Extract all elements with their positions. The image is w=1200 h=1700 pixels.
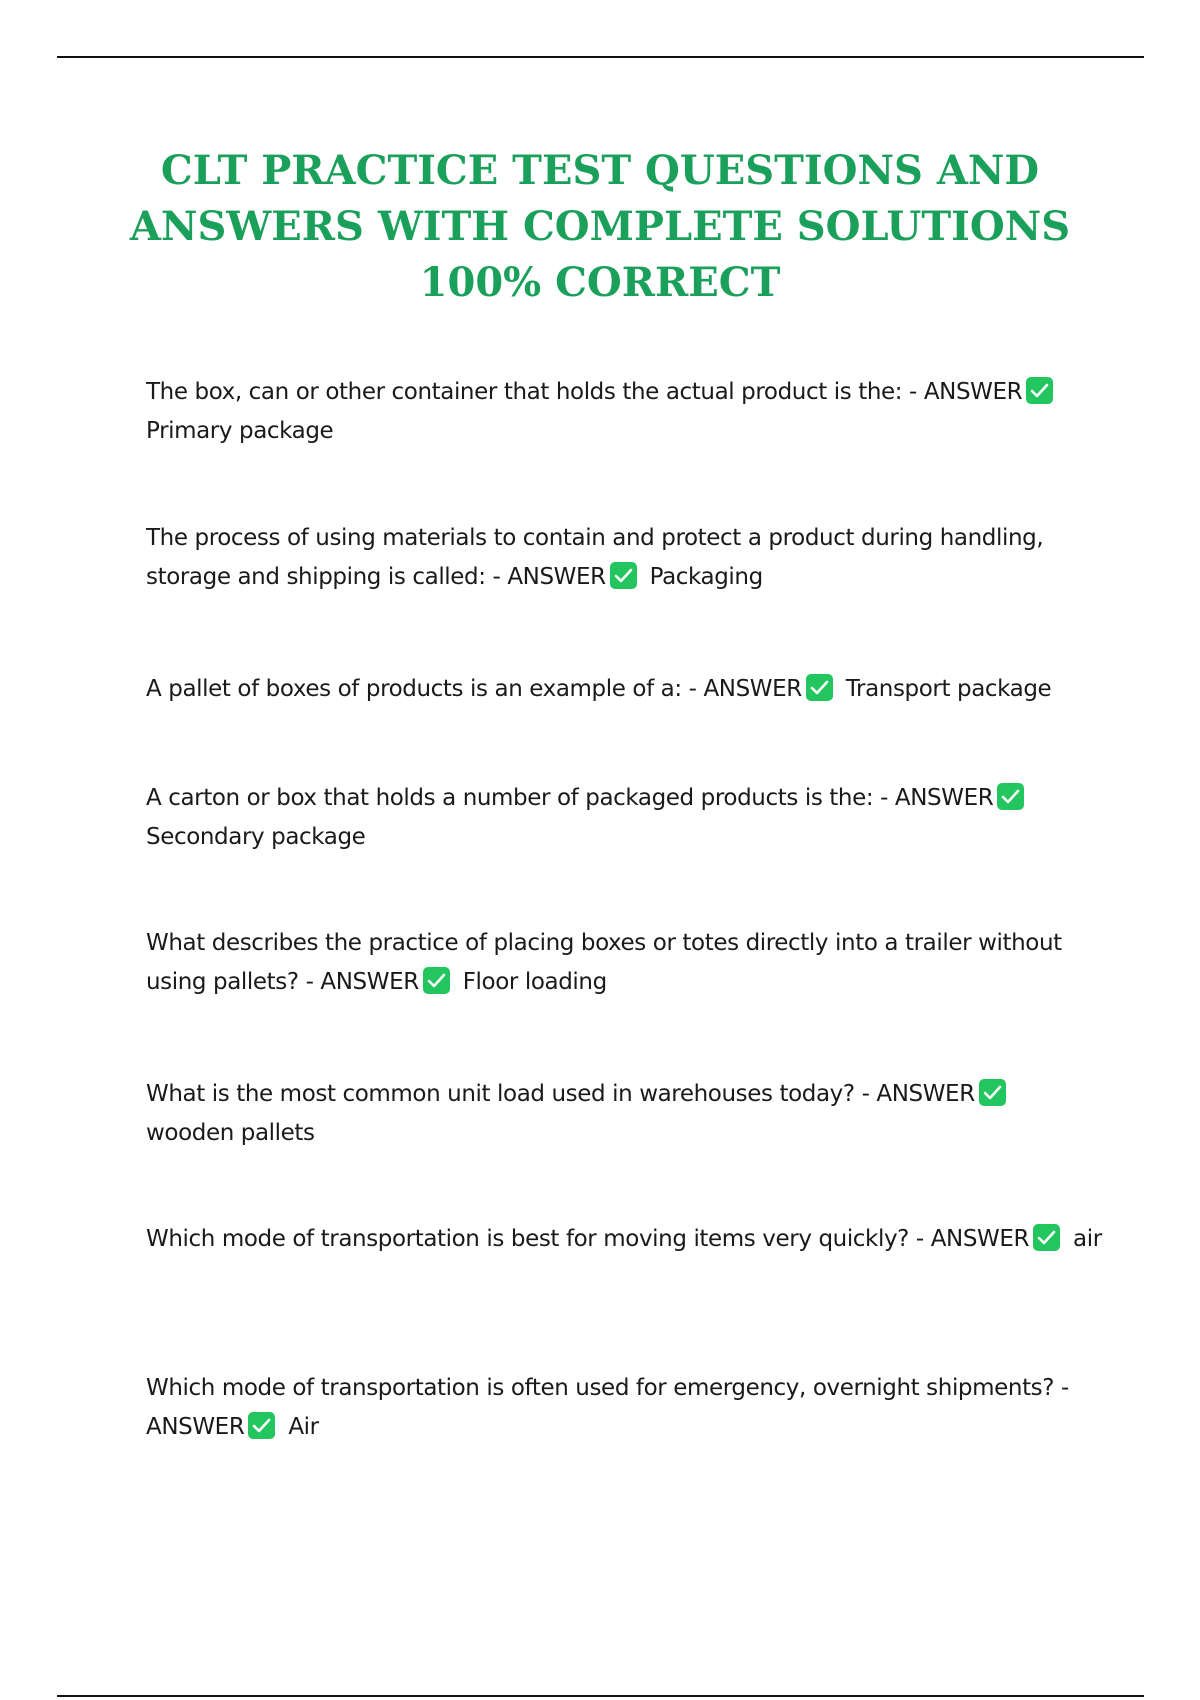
check-mark-icon bbox=[1033, 1224, 1060, 1251]
question-text: The box, can or other container that holds the actual product is the: - ANSWER bbox=[146, 379, 1023, 405]
qa-item bbox=[146, 1075, 1106, 1153]
check-mark-icon bbox=[610, 562, 637, 589]
check-mark-icon bbox=[1026, 377, 1053, 404]
check-mark-icon bbox=[997, 783, 1024, 810]
title-line: 100% CORRECT bbox=[419, 259, 781, 306]
qa-item bbox=[146, 373, 1106, 451]
qa-item bbox=[146, 670, 1106, 709]
qa-item bbox=[146, 924, 1106, 1002]
answer-text: Packaging bbox=[649, 564, 763, 590]
title-line: CLT PRACTICE TEST QUESTIONS AND bbox=[160, 147, 1040, 194]
qa-item bbox=[146, 1369, 1106, 1447]
check-mark-icon bbox=[423, 967, 450, 994]
qa-item bbox=[146, 519, 1106, 597]
answer-text: Air bbox=[288, 1414, 319, 1440]
qa-item bbox=[146, 779, 1106, 857]
qa-item bbox=[146, 1220, 1106, 1259]
check-mark-icon bbox=[979, 1079, 1006, 1106]
question-text: Which mode of transportation is often used for emergency, overnight shipments? - ANSWER bbox=[146, 1375, 1069, 1440]
answer-text: air bbox=[1073, 1226, 1102, 1252]
question-text: A pallet of boxes of products is an example of a: - ANSWER bbox=[146, 676, 802, 702]
question-text: The process of using materials to contain and protect a product during handling, storage and shipping is called: - ANSWER bbox=[146, 525, 1044, 590]
bottom-rule bbox=[57, 1695, 1144, 1697]
question-text: What describes the practice of placing boxes or totes directly into a trailer without using pallets? - ANSWER bbox=[146, 930, 1062, 995]
check-mark-icon bbox=[806, 674, 833, 701]
answer-text: Floor loading bbox=[462, 969, 607, 995]
check-mark-icon bbox=[248, 1412, 275, 1439]
document-title bbox=[100, 143, 1100, 311]
question-text: What is the most common unit load used in warehouses today? - ANSWER bbox=[146, 1081, 975, 1107]
top-rule bbox=[57, 56, 1144, 58]
answer-text: Transport package bbox=[845, 676, 1052, 702]
title-line: ANSWERS WITH COMPLETE SOLUTIONS bbox=[129, 203, 1071, 250]
question-text: A carton or box that holds a number of packaged products is the: - ANSWER bbox=[146, 785, 994, 811]
answer-text: Secondary package bbox=[146, 824, 366, 850]
question-text: Which mode of transportation is best for moving items very quickly? - ANSWER bbox=[146, 1226, 1030, 1252]
answer-text: Primary package bbox=[146, 418, 334, 444]
answer-text: wooden pallets bbox=[146, 1120, 315, 1146]
